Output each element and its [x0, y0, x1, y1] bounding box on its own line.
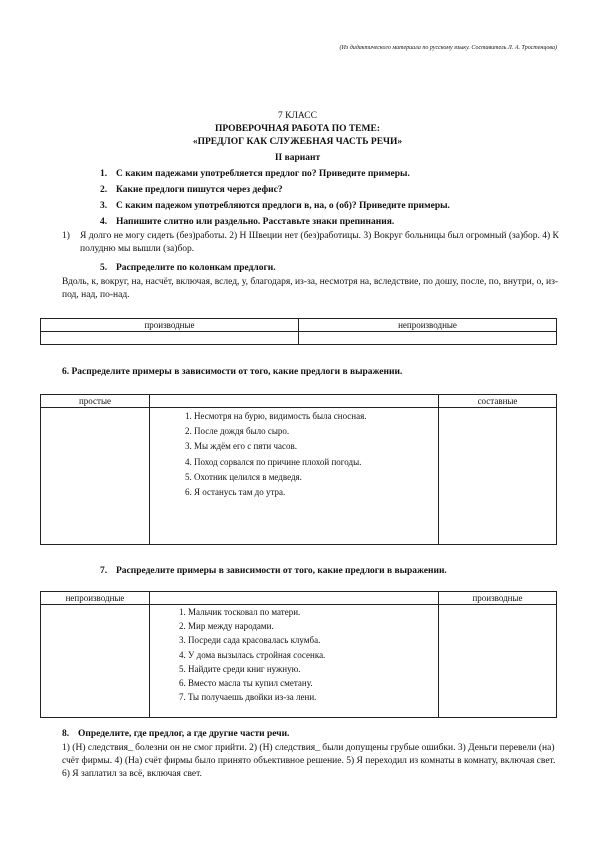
list-item: 6. Вместо масла ты купил сметану. — [188, 677, 434, 689]
task-5 — [100, 262, 276, 275]
table-row — [41, 592, 557, 605]
task-3-number: 3. — [100, 201, 108, 211]
task-4-sentences: Я долго не могу сидеть (без)работы. 2) Н Швеции нет (без)работицы. 3) Вокруг больницы был огромный (за)бор. 4) К полудню мы вышли (за)бор. — [80, 231, 559, 254]
answer-cell[interactable] — [41, 408, 150, 545]
task-4 — [100, 216, 394, 229]
task-5-text: Распределите по колонкам предлоги. — [116, 263, 276, 273]
table-row — [41, 395, 557, 408]
task-4-text: Напишите слитно или раздельно. Расставьте знаки препинания. — [116, 217, 395, 227]
grade-heading: 7 КЛАСС — [278, 111, 317, 121]
task-5-number: 5. — [100, 263, 108, 273]
list-item: 1. Мальчик тосковал по матери. — [188, 606, 434, 618]
table-row — [41, 408, 557, 545]
list-item: 2. После дождя было сыро. — [194, 425, 434, 437]
source-note: (Из дидактического материала по русскому языку. Составитель Л. А. Тростенцова) — [339, 45, 557, 51]
column-header-nonderived: непроизводные — [299, 319, 557, 332]
task-1-number: 1. — [100, 169, 108, 179]
task-8-number: 8. — [62, 729, 70, 739]
task-7-number: 7. — [100, 566, 108, 576]
examples-list — [154, 606, 434, 703]
task-3-text: С каким падежом употребляются предлоги в, на, о (об)? Приведите примеры. — [116, 201, 450, 211]
list-item: 5. Найдите среди книг нужную. — [188, 663, 434, 675]
title-line-1: ПРОВЕРОЧНАЯ РАБОТА ПО ТЕМЕ: — [214, 124, 380, 134]
table-row — [41, 605, 557, 718]
list-item: 4. Поход сорвался по причине плохой погоды. — [194, 456, 434, 468]
task-4-number: 4. — [100, 217, 108, 227]
task-8-text: Определите, где предлог, а где другие части речи. — [78, 729, 290, 739]
list-item: 2. Мир между народами. — [188, 620, 434, 632]
list-item: 5. Охотник целился в медведя. — [194, 471, 434, 483]
answer-cell[interactable] — [41, 605, 150, 718]
list-item: 6. Я останусь там до утра. — [194, 486, 434, 498]
answer-cell[interactable] — [439, 605, 557, 718]
task-6: 6. Распределите примеры в зависимости от того, какие предлоги в выражении. — [62, 367, 403, 377]
title-line-2: «ПРЕДЛОГ КАК СЛУЖЕБНАЯ ЧАСТЬ РЕЧИ» — [192, 137, 403, 147]
table-nonderived-derived — [40, 591, 557, 718]
task-2-number: 2. — [100, 185, 108, 195]
answer-cell[interactable] — [439, 408, 557, 545]
list-item: 4. У дома вызылась стройная сосенка. — [188, 649, 434, 661]
variant-label: II вариант — [274, 153, 321, 163]
examples-cell — [150, 605, 439, 718]
task-8 — [62, 728, 289, 741]
answer-cell[interactable] — [41, 332, 299, 345]
examples-cell — [150, 408, 439, 545]
column-header-empty — [150, 592, 439, 605]
task-2 — [100, 184, 283, 197]
task-5-word-list: Вдоль, к, вокруг, на, насчёт, включая, вслед, у, благодаря, из-за, несмотря на, вследствие, по дошу, после, по, внутри, о, из-под, над, по-над. — [62, 277, 558, 300]
table-row — [41, 332, 557, 345]
table-row — [41, 319, 557, 332]
column-header-simple: простые — [41, 395, 150, 408]
task-7-text: Распределите примеры в зависимости от того, какие предлоги в выражении. — [116, 566, 447, 576]
task-8-sentences: 1) (Н) следствия_ болезни он не смог прийти. 2) (Н) следствия_ были допущены грубые ошибки. 3) Деньги перевели (на) счёт фирмы. 4) (На) счёт фирмы было принято объективное решение. 5) Я переходил из комнаты в комнату, включая свет. 6) Я заплатил за всё, включая свет. — [62, 743, 556, 779]
task-1-text: С каким падежами употребляется предлог по? Приведите примеры. — [116, 169, 410, 179]
answer-cell[interactable] — [299, 332, 557, 345]
table-derived-nonderived — [40, 318, 557, 345]
column-header-empty — [150, 395, 439, 408]
column-header-derived: производные — [41, 319, 299, 332]
table-simple-compound — [40, 394, 557, 545]
task-1 — [100, 168, 410, 181]
task-4-sub-number: 1) — [62, 231, 70, 241]
list-item: 7. Ты получаешь двойки из-за лени. — [188, 691, 434, 703]
examples-list — [154, 410, 434, 498]
list-item: 3. Мы ждём его с пяти часов. — [194, 440, 434, 452]
column-header-nonderived: непроизводные — [41, 592, 150, 605]
list-item: 3. Посреди сада красовалась клумба. — [188, 634, 434, 646]
column-header-derived: производные — [439, 592, 557, 605]
task-7 — [100, 565, 447, 578]
task-3 — [100, 200, 450, 213]
list-item: 1. Несмотря на бурю, видимость была сносная. — [194, 410, 434, 422]
column-header-compound: составные — [439, 395, 557, 408]
task-2-text: Какие предлоги пишутся через дефис? — [116, 185, 283, 195]
